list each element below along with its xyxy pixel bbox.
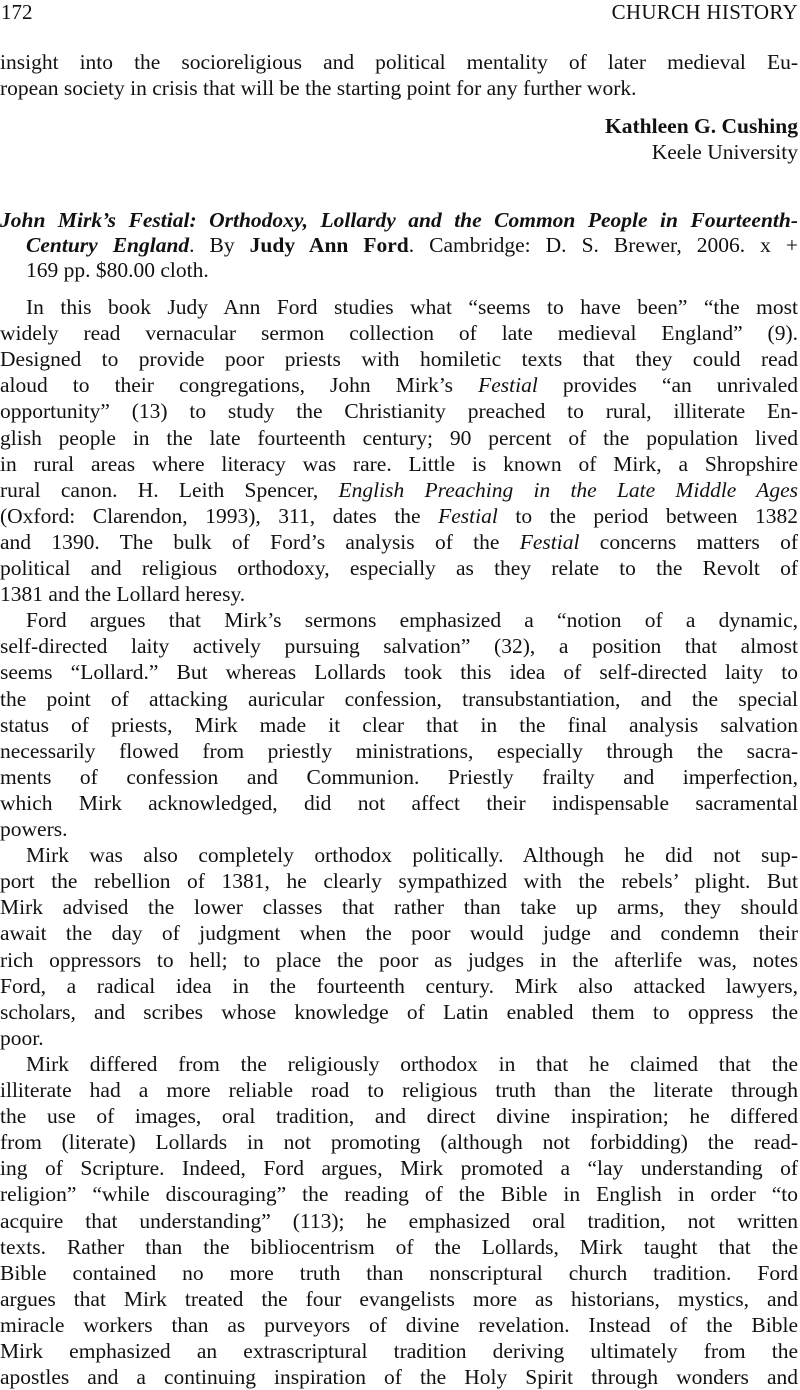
reviewer-name: Kathleen G. Cushing xyxy=(605,114,798,138)
body-line xyxy=(0,738,798,764)
text-run: and 1390. The bulk of Ford’s analysis of the xyxy=(0,530,520,554)
text-run: seems “Lollard.” But whereas Lollards took this idea of self-directed laity to xyxy=(0,660,798,684)
text-run: in rural areas where literacy was rare. Little is known of Mirk, a Shropshire xyxy=(0,452,798,476)
text-run: Ford, a radical idea in the fourteenth century. Mirk also attacked lawyers, xyxy=(0,974,798,998)
text-run: from (literate) Lollards in not promoting (although not forbidding) the read- xyxy=(0,1130,798,1154)
body-line xyxy=(0,425,798,451)
text-run: the use of images, oral tradition, and direct divine inspiration; he differed xyxy=(0,1104,798,1128)
text-run: apostles and a continuing inspiration of the Holy Spirit through wonders and xyxy=(0,1365,798,1389)
citation-line-2 xyxy=(0,232,798,258)
text-run: Bible contained no more truth than nonscriptural church tradition. Ford xyxy=(0,1261,798,1285)
italic-title: English Preaching in the Late Middle Ages xyxy=(338,478,798,502)
body-line xyxy=(0,398,798,424)
body-line xyxy=(0,659,798,685)
text-run: religion” “while discouraging” the reading of the Bible in English in order “to xyxy=(0,1182,798,1206)
text-run: Mirk differed from the religiously orthodox in that he claimed that the xyxy=(26,1052,798,1076)
italic-title: Festial xyxy=(478,373,538,397)
publication-details: 169 pp. $80.00 cloth. xyxy=(26,258,209,282)
text-run: Mirk advised the lower classes that rather than take up arms, they should xyxy=(0,895,798,919)
text-run: widely read vernacular sermon collection of late medieval England” (9). xyxy=(0,321,798,345)
journal-title: CHURCH HISTORY xyxy=(611,0,798,24)
body-line xyxy=(0,633,798,659)
text-run: powers. xyxy=(0,817,68,841)
book-title: John Mirk’s Festial: Orthodoxy, Lollardy and the Common People in Fourteenth- xyxy=(0,208,798,232)
body-line xyxy=(0,607,798,633)
text-run: scholars, and scribes whose knowledge of Latin enabled them to oppress the xyxy=(0,1000,798,1024)
body-line xyxy=(0,477,798,503)
body-line xyxy=(0,947,798,973)
text-run: ments of confession and Communion. Priestly frailty and imperfection, xyxy=(0,765,798,789)
body-line: insight into the socioreligious and political mentality of later medieval Eu- xyxy=(0,50,798,74)
text-run: miracle workers than as purveyors of divine revelation. Instead of the Bible xyxy=(0,1313,798,1337)
by-label: . By xyxy=(189,233,250,257)
text-run: 1381 and the Lollard heresy. xyxy=(0,582,246,606)
body-line: ropean society in crisis that will be the starting point for any further work. xyxy=(0,76,637,100)
text-run: (Oxford: Clarendon, 1993), 311, dates the xyxy=(0,504,439,528)
body-line xyxy=(0,503,798,529)
text-run: Ford argues that Mirk’s sermons emphasized a “notion of a dynamic, xyxy=(26,608,798,632)
body-line xyxy=(0,1234,798,1260)
page-number: 172 xyxy=(1,0,33,24)
text-run: await the day of judgment when the poor would judge and condemn their xyxy=(0,921,798,945)
running-head xyxy=(0,0,800,30)
body-line xyxy=(0,1286,798,1312)
body-line xyxy=(0,1051,798,1077)
text-run: political and religious orthodoxy, especially as they relate to the Revolt of xyxy=(0,556,798,580)
body-line xyxy=(0,686,798,712)
body-line xyxy=(0,894,798,920)
text-run: acquire that understanding” (113); he emphasized oral tradition, not written xyxy=(0,1209,798,1233)
text-run: which Mirk acknowledged, did not affect their indispensable sacramental xyxy=(0,791,798,815)
text-run: concerns matters of xyxy=(579,530,798,554)
text-run: self-directed laity actively pursuing salvation” (32), a position that almost xyxy=(0,634,798,658)
text-run: illiterate had a more reliable road to religious truth than the literate through xyxy=(0,1078,798,1102)
body-line xyxy=(0,555,798,581)
body-line xyxy=(0,1312,798,1338)
text-run: the point of attacking auricular confession, transubstantiation, and the special xyxy=(0,687,798,711)
italic-title: Festial xyxy=(519,530,580,554)
body-line xyxy=(0,1025,798,1051)
body-line xyxy=(0,320,798,346)
text-run: In this book Judy Ann Ford studies what “seems to have been” “the most xyxy=(26,295,798,319)
body-line xyxy=(0,999,798,1025)
text-run: poor. xyxy=(0,1026,44,1050)
text-run: opportunity” (13) to study the Christianity preached to rural, illiterate En- xyxy=(0,399,798,423)
body-line xyxy=(0,842,798,868)
text-run: aloud to their congregations, John Mirk’s xyxy=(0,373,479,397)
publication-info: . Cambridge: D. S. Brewer, 2006. x + xyxy=(408,233,798,257)
body-line xyxy=(0,346,798,372)
body-line xyxy=(0,1155,798,1181)
text-run: port the rebellion of 1381, he clearly sympathized with the rebels’ plight. But xyxy=(0,869,798,893)
body-line xyxy=(0,712,798,738)
text-run: status of priests, Mirk made it clear that in the final analysis salvation xyxy=(0,713,798,737)
text-run: ing of Scripture. Indeed, Ford argues, Mirk promoted a “lay understanding of xyxy=(0,1156,798,1180)
body-line xyxy=(0,1077,798,1103)
body-line xyxy=(0,1260,798,1286)
text-run: Mirk was also completely orthodox politically. Although he did not sup- xyxy=(26,843,798,867)
body-line xyxy=(0,1103,798,1129)
body-line xyxy=(0,790,798,816)
text-run: texts. Rather than the bibliocentrism of the Lollards, Mirk taught that the xyxy=(0,1235,798,1259)
text-run: argues that Mirk treated the four evangelists more as historians, mystics, and xyxy=(0,1287,798,1311)
body-line xyxy=(0,294,798,320)
text-run: Designed to provide poor priests with homiletic texts that they could read xyxy=(0,347,798,371)
book-title-cont: Century England xyxy=(26,233,190,257)
text-run: glish people in the late fourteenth century; 90 percent of the population lived xyxy=(0,426,798,450)
body-line xyxy=(0,372,798,398)
text-run: to the period between 1382 xyxy=(497,504,799,528)
body-line xyxy=(0,868,798,894)
body-line xyxy=(0,920,798,946)
text-run: Mirk emphasized an extrascriptural tradition deriving ultimately from the xyxy=(0,1339,798,1363)
text-run: rich oppressors to hell; to place the poor as judges in the afterlife was, notes xyxy=(0,948,798,972)
body-line xyxy=(0,581,798,607)
body-line xyxy=(0,1129,798,1155)
text-run: rural canon. H. Leith Spencer, xyxy=(0,478,339,502)
body-line xyxy=(0,764,798,790)
text-run: necessarily flowed from priestly ministrations, especially through the sacra- xyxy=(0,739,798,763)
body-line xyxy=(0,1208,798,1234)
italic-title: Festial xyxy=(438,504,498,528)
body-line xyxy=(0,973,798,999)
body-line xyxy=(0,816,798,842)
body-line xyxy=(0,1338,798,1364)
reviewer-affiliation: Keele University xyxy=(651,140,798,164)
text-run: provides “an unrivaled xyxy=(537,373,798,397)
body-line xyxy=(0,451,798,477)
book-author: Judy Ann Ford xyxy=(249,233,409,257)
body-line xyxy=(0,529,798,555)
body-line xyxy=(0,1181,798,1207)
body-line xyxy=(0,1364,798,1390)
